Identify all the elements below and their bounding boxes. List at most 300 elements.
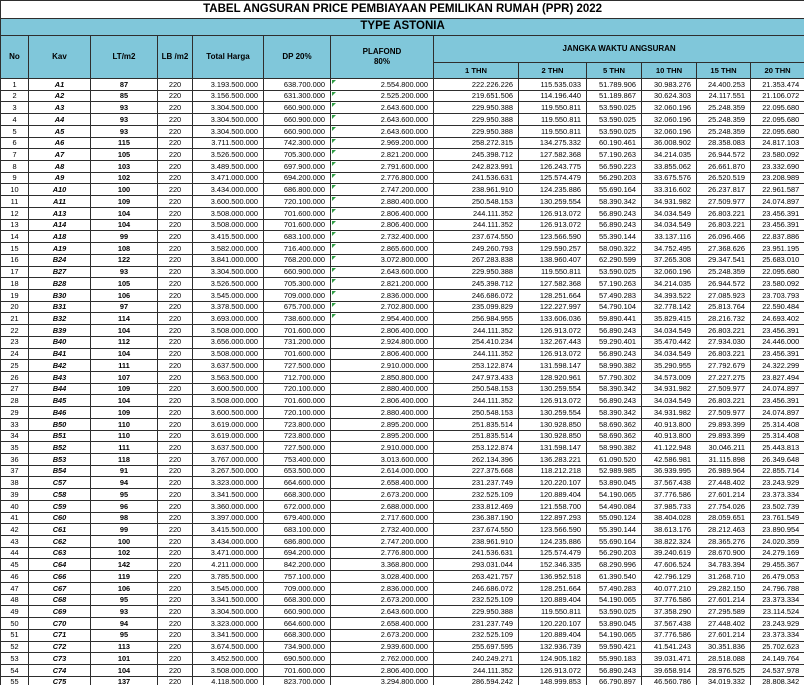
cell-dp: 668.300.000 [264,629,331,641]
cell-lb: 220 [158,348,193,360]
cell-lb: 220 [158,325,193,337]
cell-angsuran-2thn: 152.346.335 [519,559,587,571]
cell-no: 12 [1,207,29,219]
cell-angsuran-15thn: 27.754.026 [697,500,751,512]
cell-lt: 105 [91,149,158,161]
col-header-jangka-waktu: JANGKA WAKTU ANGSURAN [434,36,804,63]
cell-kav: A13 [29,207,91,219]
cell-lb: 220 [158,559,193,571]
cell-total-harga: 3.526.500.000 [193,149,264,161]
cell-total-harga: 3.304.500.000 [193,606,264,618]
cell-dp: 701.600.000 [264,325,331,337]
cell-angsuran-5thn: 62.290.599 [587,254,642,266]
cell-angsuran-2thn: 129.590.257 [519,243,587,255]
cell-angsuran-20thn: 23.703.793 [751,289,804,301]
cell-plafond: 2.717.600.000 [331,512,434,524]
excel-flag-icon [332,268,336,272]
column-header-row [1,36,804,63]
cell-angsuran-15thn: 28.976.525 [697,664,751,676]
cell-lt: 110 [91,430,158,442]
cell-angsuran-10thn: 39.658.914 [642,664,697,676]
cell-lt: 137 [91,676,158,685]
cell-lt: 112 [91,336,158,348]
cell-angsuran-1thn: 229.950.388 [434,102,519,114]
cell-angsuran-1thn: 250.548.153 [434,196,519,208]
cell-total-harga: 3.508.000.000 [193,219,264,231]
cell-angsuran-1thn: 262.134.396 [434,454,519,466]
cell-no: 6 [1,137,29,149]
cell-angsuran-5thn: 55.390.144 [587,524,642,536]
cell-angsuran-2thn: 130.259.554 [519,383,587,395]
cell-angsuran-15thn: 25.248.359 [697,114,751,126]
cell-no: 10 [1,184,29,196]
cell-plafond: 2.732.400.000 [331,231,434,243]
cell-no: 42 [1,524,29,536]
cell-angsuran-15thn: 31.115.898 [697,454,751,466]
cell-angsuran-2thn: 126.913.072 [519,325,587,337]
cell-angsuran-15thn: 31.268.710 [697,571,751,583]
cell-total-harga: 3.508.000.000 [193,325,264,337]
cell-kav: B40 [29,336,91,348]
cell-dp: 683.100.000 [264,231,331,243]
cell-no: 19 [1,289,29,301]
cell-angsuran-2thn: 124.235.886 [519,184,587,196]
cell-angsuran-20thn: 23.243.929 [751,477,804,489]
cell-plafond: 2.850.800.000 [331,371,434,383]
cell-lb: 220 [158,664,193,676]
cell-dp: 679.400.000 [264,512,331,524]
cell-angsuran-10thn: 38.613.176 [642,524,697,536]
type-subtitle: TYPE ASTONIA [1,19,804,36]
cell-angsuran-5thn: 55.090.124 [587,512,642,524]
plafond-label-line1: PLAFOND [362,47,402,56]
excel-flag-icon [332,303,336,307]
cell-angsuran-10thn: 34.034.549 [642,395,697,407]
cell-angsuran-20thn: 24.817.103 [751,137,804,149]
cell-kav: C74 [29,664,91,676]
cell-angsuran-2thn: 130.928.850 [519,430,587,442]
cell-dp: 720.100.000 [264,383,331,395]
cell-angsuran-5thn: 61.390.540 [587,571,642,583]
cell-kav: C61 [29,524,91,536]
cell-kav: C67 [29,582,91,594]
cell-lt: 111 [91,442,158,454]
cell-angsuran-5thn: 53.590.025 [587,102,642,114]
cell-kav: B46 [29,407,91,419]
cell-angsuran-15thn: 28.358.083 [697,137,751,149]
cell-plafond: 2.806.400.000 [331,664,434,676]
cell-angsuran-1thn: 222.226.226 [434,79,519,91]
cell-angsuran-10thn: 34.034.549 [642,219,697,231]
cell-angsuran-10thn: 37.567.438 [642,477,697,489]
cell-angsuran-20thn: 23.373.334 [751,629,804,641]
table-header [1,1,804,79]
table-row [1,184,804,196]
cell-angsuran-10thn: 34.573.009 [642,371,697,383]
cell-angsuran-10thn: 39.240.619 [642,547,697,559]
cell-angsuran-15thn: 29.893.399 [697,430,751,442]
cell-no: 24 [1,348,29,360]
cell-plafond: 2.776.800.000 [331,547,434,559]
cell-kav: C73 [29,653,91,665]
cell-angsuran-20thn: 22.961.587 [751,184,804,196]
cell-angsuran-5thn: 56.890.243 [587,219,642,231]
cell-angsuran-10thn: 32.060.196 [642,266,697,278]
cell-plafond: 2.836.000.000 [331,582,434,594]
cell-angsuran-1thn: 233.812.469 [434,500,519,512]
cell-angsuran-2thn: 115.535.033 [519,79,587,91]
cell-angsuran-5thn: 58.690.362 [587,418,642,430]
cell-lb: 220 [158,571,193,583]
cell-angsuran-2thn: 122.897.293 [519,512,587,524]
cell-kav: A1 [29,79,91,91]
cell-angsuran-10thn: 38.822.324 [642,536,697,548]
cell-angsuran-5thn: 58.390.342 [587,407,642,419]
cell-lt: 95 [91,489,158,501]
cell-angsuran-20thn: 23.890.954 [751,524,804,536]
cell-angsuran-5thn: 56.590.223 [587,161,642,173]
cell-plafond: 2.658.400.000 [331,477,434,489]
cell-no: 8 [1,161,29,173]
cell-kav: C62 [29,536,91,548]
cell-angsuran-1thn: 242.823.991 [434,161,519,173]
col-header-15thn: 15 THN [697,63,751,79]
cell-angsuran-1thn: 258.272.315 [434,137,519,149]
cell-lt: 93 [91,266,158,278]
cell-angsuran-2thn: 114.196.440 [519,90,587,102]
cell-lb: 220 [158,418,193,430]
cell-angsuran-5thn: 57.790.302 [587,371,642,383]
cell-total-harga: 3.600.500.000 [193,383,264,395]
cell-dp: 668.300.000 [264,594,331,606]
cell-angsuran-5thn: 51.189.867 [587,90,642,102]
excel-flag-icon [332,314,336,318]
cell-kav: B42 [29,360,91,372]
cell-total-harga: 3.693.000.000 [193,313,264,325]
cell-kav: C66 [29,571,91,583]
cell-dp: 768.200.000 [264,254,331,266]
cell-kav: C68 [29,594,91,606]
cell-lb: 220 [158,301,193,313]
excel-flag-icon [332,150,336,154]
cell-angsuran-15thn: 34.019.332 [697,676,751,685]
cell-plafond: 2.880.400.000 [331,407,434,419]
cell-dp: 701.600.000 [264,207,331,219]
excel-flag-icon [332,115,336,119]
cell-angsuran-5thn: 58.990.382 [587,360,642,372]
cell-angsuran-2thn: 132.936.739 [519,641,587,653]
cell-angsuran-1thn: 256.984.955 [434,313,519,325]
excel-flag-icon [332,127,336,131]
cell-dp: 694.200.000 [264,547,331,559]
excel-flag-icon [332,185,336,189]
cell-dp: 723.800.000 [264,430,331,442]
cell-angsuran-2thn: 125.574.479 [519,172,587,184]
cell-plafond: 2.762.000.000 [331,653,434,665]
cell-kav: B44 [29,383,91,395]
cell-dp: 668.300.000 [264,489,331,501]
cell-angsuran-5thn: 68.290.996 [587,559,642,571]
cell-angsuran-2thn: 119.550.811 [519,266,587,278]
cell-total-harga: 3.304.500.000 [193,125,264,137]
cell-angsuran-20thn: 23.114.524 [751,606,804,618]
cell-angsuran-10thn: 37.567.438 [642,618,697,630]
cell-kav: A14 [29,219,91,231]
cell-lt: 100 [91,184,158,196]
cell-angsuran-15thn: 27.509.977 [697,196,751,208]
col-header-2thn: 2 THN [519,63,587,79]
cell-lb: 220 [158,547,193,559]
cell-angsuran-1thn: 244.111.352 [434,207,519,219]
cell-angsuran-20thn: 26.349.648 [751,454,804,466]
cell-total-harga: 3.545.000.000 [193,289,264,301]
cell-total-harga: 3.304.500.000 [193,114,264,126]
cell-angsuran-5thn: 54.490.084 [587,500,642,512]
table-row [1,348,804,360]
cell-lt: 98 [91,512,158,524]
cell-lb: 220 [158,371,193,383]
cell-dp: 690.500.000 [264,653,331,665]
cell-total-harga: 3.526.500.000 [193,278,264,290]
cell-angsuran-20thn: 23.761.549 [751,512,804,524]
cell-no: 51 [1,629,29,641]
cell-angsuran-1thn: 232.525.109 [434,629,519,641]
cell-angsuran-2thn: 130.928.850 [519,418,587,430]
cell-lt: 95 [91,629,158,641]
cell-angsuran-2thn: 122.227.997 [519,301,587,313]
cell-kav: B52 [29,442,91,454]
table-row [1,618,804,630]
cell-dp: 686.800.000 [264,536,331,548]
cell-lt: 95 [91,594,158,606]
table-row [1,477,804,489]
cell-lt: 108 [91,243,158,255]
cell-lt: 99 [91,524,158,536]
cell-angsuran-15thn: 26.803.221 [697,395,751,407]
cell-dp: 631.300.000 [264,90,331,102]
cell-dp: 694.200.000 [264,172,331,184]
cell-lb: 220 [158,161,193,173]
cell-lb: 220 [158,641,193,653]
cell-lb: 220 [158,383,193,395]
cell-angsuran-2thn: 119.550.811 [519,114,587,126]
cell-angsuran-15thn: 26.944.572 [697,149,751,161]
cell-total-harga: 3.600.500.000 [193,407,264,419]
cell-angsuran-1thn: 238.961.910 [434,184,519,196]
excel-flag-icon [332,80,336,84]
cell-angsuran-1thn: 244.111.352 [434,395,519,407]
table-row [1,207,804,219]
table-row [1,90,804,102]
table-row [1,500,804,512]
cell-lt: 106 [91,582,158,594]
cell-angsuran-20thn: 24.020.359 [751,536,804,548]
cell-total-harga: 3.452.500.000 [193,653,264,665]
cell-plafond: 3.028.400.000 [331,571,434,583]
cell-plafond: 2.880.400.000 [331,196,434,208]
cell-plafond: 2.702.800.000 [331,301,434,313]
cell-angsuran-5thn: 59.890.441 [587,313,642,325]
table-row [1,254,804,266]
cell-angsuran-15thn: 28.212.463 [697,524,751,536]
cell-angsuran-10thn: 32.060.196 [642,102,697,114]
cell-angsuran-2thn: 126.243.775 [519,161,587,173]
cell-plafond: 2.525.200.000 [331,90,434,102]
table-row [1,653,804,665]
cell-no: 18 [1,278,29,290]
excel-flag-icon [332,139,336,143]
cell-lt: 94 [91,618,158,630]
cell-angsuran-10thn: 36.939.995 [642,465,697,477]
cell-angsuran-15thn: 25.248.359 [697,125,751,137]
cell-angsuran-2thn: 126.913.072 [519,219,587,231]
cell-lb: 220 [158,336,193,348]
cell-total-harga: 3.434.000.000 [193,536,264,548]
cell-angsuran-20thn: 23.951.195 [751,243,804,255]
table-row [1,465,804,477]
cell-no: 36 [1,454,29,466]
cell-angsuran-20thn: 24.537.978 [751,664,804,676]
cell-dp: 738.600.000 [264,313,331,325]
cell-dp: 727.500.000 [264,360,331,372]
cell-no: 44 [1,547,29,559]
cell-angsuran-5thn: 56.290.203 [587,172,642,184]
cell-angsuran-15thn: 27.601.214 [697,489,751,501]
cell-angsuran-15thn: 27.509.977 [697,407,751,419]
cell-lt: 101 [91,653,158,665]
table-row [1,524,804,536]
cell-dp: 701.600.000 [264,348,331,360]
cell-total-harga: 3.545.000.000 [193,582,264,594]
table-row [1,594,804,606]
cell-angsuran-10thn: 34.214.035 [642,149,697,161]
cell-total-harga: 3.378.500.000 [193,301,264,313]
cell-dp: 753.400.000 [264,454,331,466]
cell-angsuran-20thn: 21.353.474 [751,79,804,91]
cell-plafond: 2.643.600.000 [331,102,434,114]
cell-angsuran-15thn: 28.518.088 [697,653,751,665]
col-header-no: No [1,36,29,79]
cell-no: 20 [1,301,29,313]
table-row [1,360,804,372]
cell-angsuran-20thn: 23.456.391 [751,207,804,219]
cell-lb: 220 [158,442,193,454]
cell-kav: A18 [29,231,91,243]
cell-no: 39 [1,489,29,501]
table-row [1,313,804,325]
cell-angsuran-10thn: 33.316.602 [642,184,697,196]
cell-angsuran-1thn: 245.398.712 [434,278,519,290]
cell-dp: 660.900.000 [264,102,331,114]
cell-lb: 220 [158,500,193,512]
cell-angsuran-5thn: 57.490.283 [587,582,642,594]
cell-lt: 109 [91,383,158,395]
table-row [1,278,804,290]
table-row [1,196,804,208]
cell-kav: C71 [29,629,91,641]
cell-no: 52 [1,641,29,653]
cell-kav: B43 [29,371,91,383]
col-header-plafond [331,36,434,79]
cell-angsuran-1thn: 250.548.153 [434,407,519,419]
cell-angsuran-5thn: 57.490.283 [587,289,642,301]
cell-angsuran-1thn: 232.525.109 [434,489,519,501]
cell-dp: 705.300.000 [264,278,331,290]
cell-plafond: 2.895.200.000 [331,418,434,430]
cell-angsuran-2thn: 119.550.811 [519,102,587,114]
col-header-lb: LB /m2 [158,36,193,79]
cell-no: 41 [1,512,29,524]
cell-angsuran-15thn: 28.059.651 [697,512,751,524]
cell-angsuran-10thn: 32.060.196 [642,114,697,126]
cell-dp: 734.900.000 [264,641,331,653]
cell-total-harga: 4.118.500.000 [193,676,264,685]
cell-lt: 110 [91,418,158,430]
cell-angsuran-20thn: 28.808.342 [751,676,804,685]
cell-kav: C70 [29,618,91,630]
cell-total-harga: 3.304.500.000 [193,102,264,114]
cell-kav: C58 [29,489,91,501]
cell-angsuran-5thn: 53.890.045 [587,477,642,489]
cell-kav: A9 [29,172,91,184]
cell-lt: 103 [91,161,158,173]
cell-kav: B41 [29,348,91,360]
cell-angsuran-1thn: 237.674.550 [434,231,519,243]
cell-angsuran-15thn: 34.783.394 [697,559,751,571]
cell-lt: 105 [91,278,158,290]
table-row [1,301,804,313]
cell-no: 48 [1,594,29,606]
table-row [1,231,804,243]
cell-angsuran-10thn: 34.393.522 [642,289,697,301]
cell-angsuran-10thn: 35.470.442 [642,336,697,348]
cell-angsuran-2thn: 120.220.107 [519,477,587,489]
cell-lt: 87 [91,79,158,91]
cell-lb: 220 [158,407,193,419]
cell-no: 40 [1,500,29,512]
cell-lb: 220 [158,231,193,243]
cell-angsuran-20thn: 24.279.169 [751,547,804,559]
cell-plafond: 2.880.400.000 [331,383,434,395]
cell-kav: B51 [29,430,91,442]
cell-plafond: 3.294.800.000 [331,676,434,685]
cell-dp: 672.000.000 [264,500,331,512]
cell-plafond: 2.747.200.000 [331,536,434,548]
cell-angsuran-1thn: 229.950.388 [434,266,519,278]
excel-flag-icon [332,291,336,295]
table-row [1,114,804,126]
cell-lt: 100 [91,536,158,548]
cell-angsuran-20thn: 23.456.391 [751,325,804,337]
cell-no: 53 [1,653,29,665]
cell-angsuran-2thn: 130.259.554 [519,407,587,419]
cell-angsuran-10thn: 40.913.800 [642,430,697,442]
cell-angsuran-1thn: 254.410.234 [434,336,519,348]
cell-angsuran-5thn: 53.590.025 [587,114,642,126]
cell-total-harga: 3.637.500.000 [193,360,264,372]
cell-plafond: 2.791.600.000 [331,161,434,173]
cell-angsuran-20thn: 22.855.714 [751,465,804,477]
cell-dp: 723.800.000 [264,418,331,430]
cell-plafond: 2.776.800.000 [331,172,434,184]
cell-plafond: 2.910.000.000 [331,442,434,454]
cell-total-harga: 3.341.500.000 [193,629,264,641]
cell-angsuran-10thn: 34.034.549 [642,348,697,360]
excel-flag-icon [332,174,336,178]
cell-angsuran-20thn: 22.095.680 [751,102,804,114]
cell-dp: 720.100.000 [264,196,331,208]
table-row [1,172,804,184]
